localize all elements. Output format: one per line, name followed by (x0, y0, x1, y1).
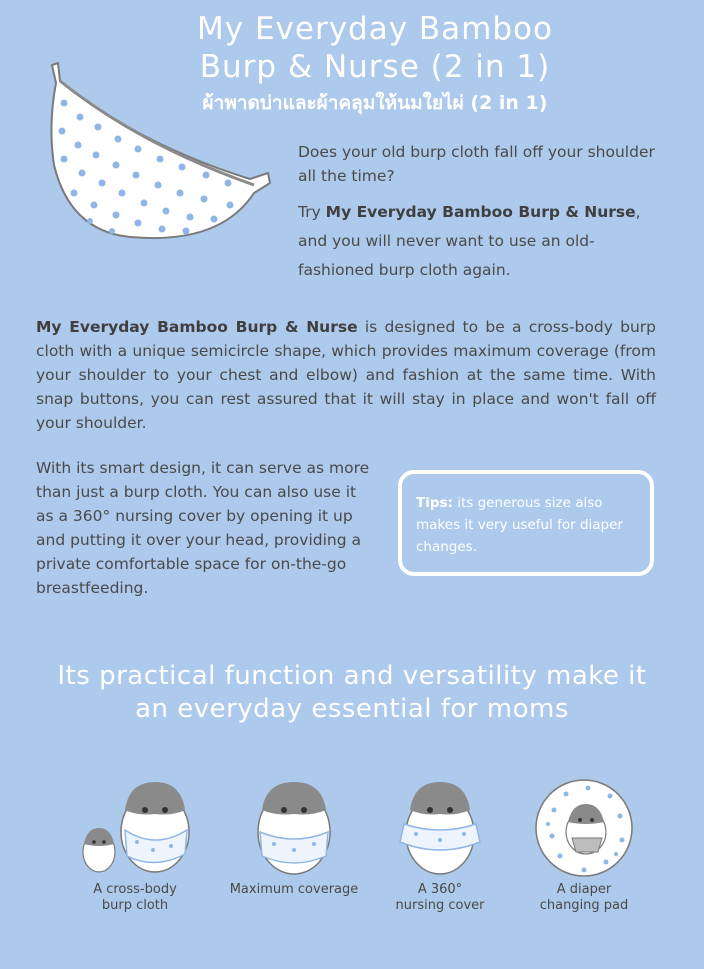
feature-caption: Maximum coverage (229, 882, 359, 897)
title-line-2: Burp & Nurse (2 in 1) (199, 49, 551, 85)
penguin-changing-pad-icon (532, 770, 636, 882)
feature-nursing-cover (380, 770, 500, 914)
intro-try-prefix: Try (298, 203, 326, 221)
tips-label: Tips: (416, 495, 453, 511)
feature-caption: A cross-body burp cloth (93, 882, 177, 913)
smart-design-text: With its smart design, it can serve as more than just a burp cloth. You can also use it as a 360° nursing cover by opening it up and putting it over your head, providing a private comfortable space for on-the-go breastfeeding. (36, 459, 370, 597)
tagline-line-2: an everyday essential for moms (135, 694, 569, 724)
intro-product-name: My Everyday Bamboo Burp & Nurse (325, 203, 636, 221)
desc-product-name: My Everyday Bamboo Burp & Nurse (36, 318, 358, 336)
product-description (36, 315, 656, 435)
feature-caption: A diaper changing pad (539, 882, 629, 913)
desc-text: is designed to be a cross-body burp cloth with a unique semicircle shape, which provides maximum coverage (from your shoulder to your chest and elbow) and fashion at the same time. With snap buttons, you can rest assured that it will stay in place and won't fall off your shoulder. (36, 318, 656, 432)
penguin-cross-body-icon (73, 770, 197, 882)
penguin-coverage-icon (244, 770, 344, 882)
tips-box (398, 470, 654, 576)
title-line-1: My Everyday Bamboo (197, 11, 553, 47)
burp-cloth-illustration (40, 55, 280, 250)
intro-question: Does your old burp cloth fall off your shoulder all the time? (298, 143, 655, 185)
tips-text: its generous size also makes it very useful for diaper changes. (416, 495, 623, 555)
feature-cross-body (68, 770, 202, 914)
feature-caption: A 360° nursing cover (395, 882, 485, 913)
title-thai: ผ้าพาดบ่าและผ้าคลุมให้นมใยไผ่ (2 in 1) (202, 92, 548, 114)
intro-try (298, 198, 660, 285)
intro-try-suffix: , and you will never want to use an old-fashioned burp cloth again. (298, 203, 641, 279)
intro-text (298, 140, 660, 295)
feature-changing-pad (522, 770, 646, 914)
feature-maximum-coverage (226, 770, 362, 898)
penguin-nursing-cover-icon (390, 770, 490, 882)
tagline (40, 660, 664, 726)
tagline-line-1: Its practical function and versatility make it (57, 661, 647, 691)
